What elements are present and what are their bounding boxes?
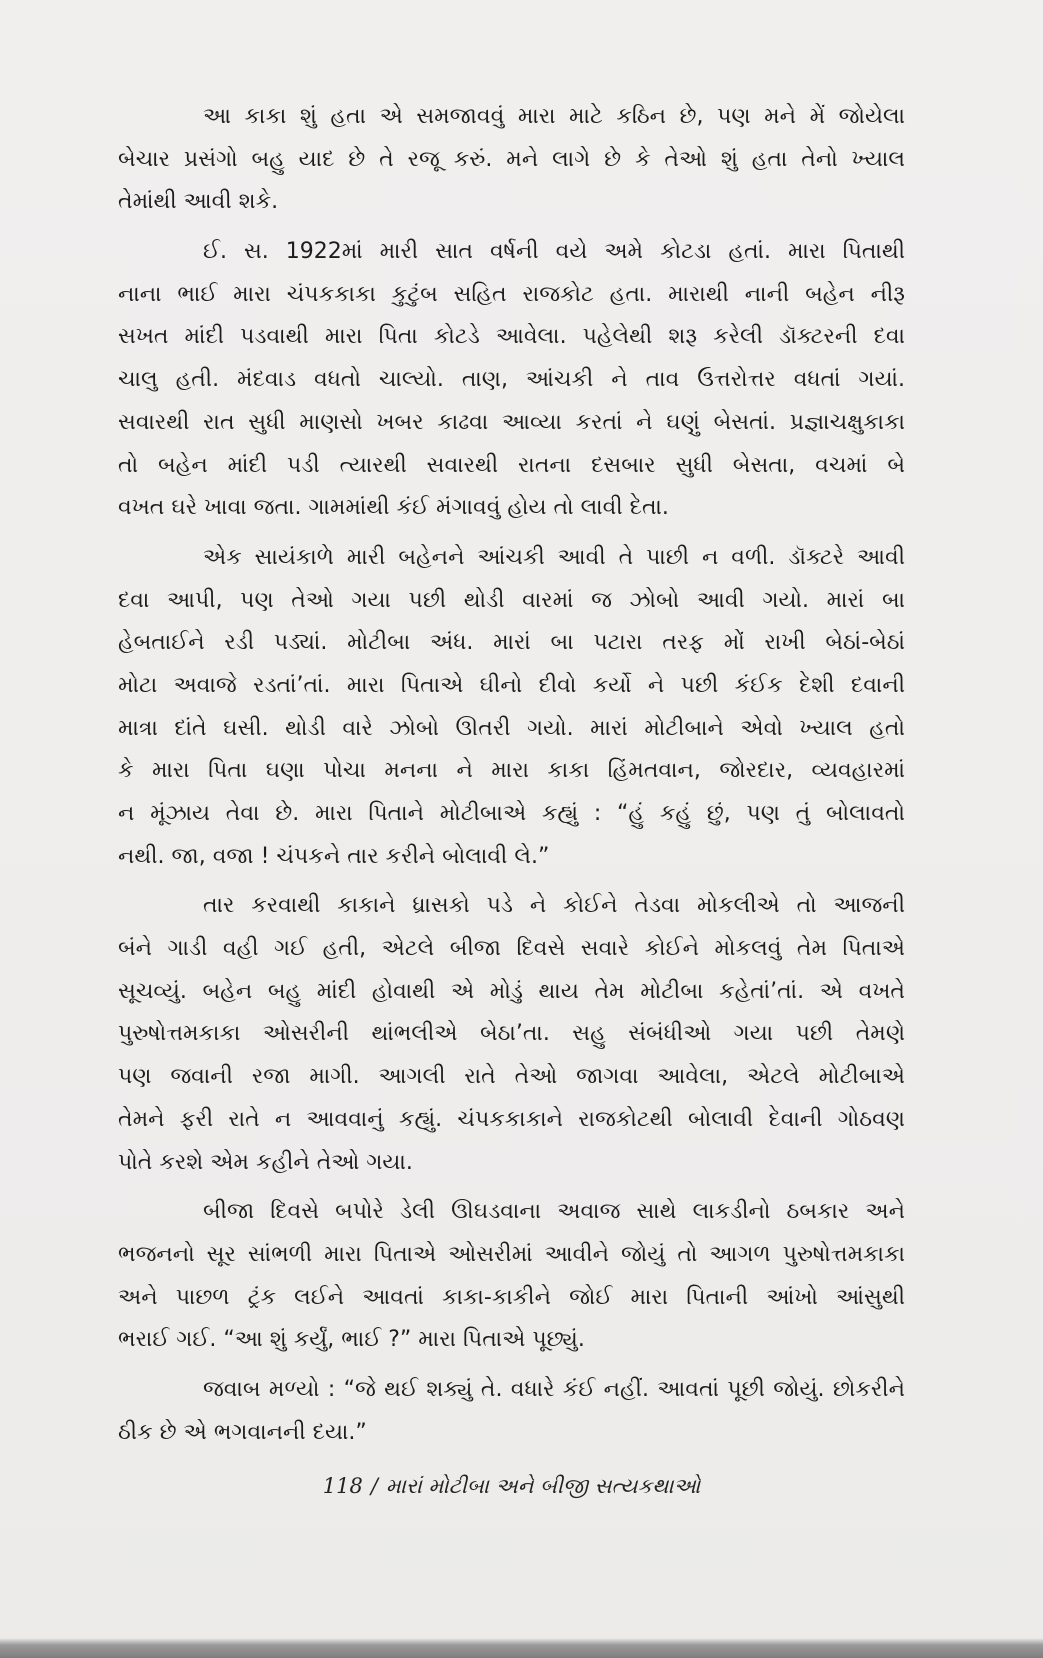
text-line: ભરાઈ ગઈ. “આ શું કર્યું, ભાઈ ?” મારા પિતાએ પૂછ્યું.: [118, 1327, 585, 1353]
text-line: ન મૂંઝાય તેવા છે. મારા પિતાને મોટીબાએ કહ્યું : “હું કહું છું, પણ તું બોલાવતો: [118, 801, 905, 826]
text-line: પણ જવાની રજા માગી. આગલી રાતે તેઓ જાગવા આવેલા, એટલે મોટીબાએ: [118, 1064, 905, 1090]
text-line: તેમાંથી આવી શકે.: [118, 189, 279, 215]
text-line: તો બહેન માંદી પડી ત્યારથી સવારથી રાતના દસબાર સુધી બેસતા, વચમાં બે: [118, 452, 905, 478]
scan-edge-shadow: [0, 1638, 1043, 1658]
text-line: આ કાકા શું હતા એ સમજાવવું મારા માટે કઠિન છે, પણ મને મેં જોયેલા: [203, 104, 905, 129]
text-line: પોતે કરશે એમ કહીને તેઓ ગયા.: [118, 1149, 413, 1175]
text-line: ભજનનો સૂર સાંભળી મારા પિતાએ ઓસરીમાં આવીને જોયું તો આગળ પુરુષોત્તમકાકા: [118, 1241, 905, 1267]
text-line: ઠીક છે એ ભગવાનની દયા.”: [118, 1419, 367, 1445]
text-line: ઈ. સ. 1922માં મારી સાત વર્ષની વયે અમે કોટડા હતાં. મારા પિતાથી: [203, 239, 905, 265]
paragraph: [118, 231, 905, 530]
text-line: હેબતાઈને રડી પડ્યાં. મોટીબા અંધ. મારાં બા પટારા તરફ મોં રાખી બેઠાં-બેઠાં: [118, 630, 905, 656]
paragraph: [118, 96, 905, 224]
text-line: તેમને ફરી રાતે ન આવવાનું કહ્યું. ચંપકકાકાને રાજકોટથી બોલાવી દેવાની ગોઠવણ: [118, 1106, 905, 1132]
text-line: નાના ભાઈ મારા ચંપકકાકા કુટુંબ સહિત રાજકોટ હતા. મારાથી નાની બહેન નીરૂ: [118, 281, 905, 307]
text-line: વખત ઘરે ખાવા જતા. ગામમાંથી કંઈ મંગાવવું હોય તો લાવી દેતા.: [118, 495, 669, 521]
text-line: માત્રા દાંતે ઘસી. થોડી વારે ઝોબો ઊતરી ગયો. મારાં મોટીબાને એવો ખ્યાલ હતો: [118, 715, 905, 741]
paragraph: [118, 1191, 905, 1362]
book-title: મારાં મોટીબા અને બીજી સત્યકથાઓ: [385, 1474, 701, 1498]
text-line: તાર કરવાથી કાકાને ધ્રાસકો પડે ને કોઈને તેડવા મોકલીએ તો આજની: [203, 893, 905, 919]
text-line: નથી. જા, વજા ! ચંપકને તાર કરીને બોલાવી લે.”: [118, 843, 550, 869]
text-line: એક સાયંકાળે મારી બહેનને આંચકી આવી તે પાછી ન વળી. ડૉક્ટરે આવી: [203, 544, 905, 570]
paragraph: [118, 537, 905, 879]
text-line: અને પાછળ ટ્રંક લઈને આવતાં કાકા-કાકીને જોઈ મારા પિતાની આંખો આંસુથી: [118, 1284, 905, 1310]
paragraph: [118, 885, 905, 1184]
text-line: દવા આપી, પણ તેઓ ગયા પછી થોડી વારમાં જ ઝોબો આવી ગયો. મારાં બા: [118, 587, 905, 613]
text-line: પુરુષોત્તમકાકા ઓસરીની થાંભલીએ બેઠા’તા. સહુ સંબંધીઓ ગયા પછી તેમણે: [118, 1021, 905, 1047]
body-text: [118, 96, 905, 1454]
text-line: સવારથી રાત સુધી માણસો ખબર કાઢવા આવ્યા કરતાં ને ઘણું બેસતાં. પ્રજ્ઞાચક્ષુકાકા: [118, 409, 905, 435]
text-line: સૂચવ્યું. બહેન બહુ માંદી હોવાથી એ મોડું થાય તેમ મોટીબા કહેતાં’તાં. એ વખતે: [118, 978, 905, 1004]
page-footer: [118, 1468, 905, 1504]
text-line: બંને ગાડી વહી ગઈ હતી, એટલે બીજા દિવસે સવારે કોઈને મોકલવું તેમ પિતાએ: [118, 936, 905, 962]
text-line: ચાલુ હતી. મંદવાડ વધતો ચાલ્યો. તાણ, આંચકી ને તાવ ઉત્તરોત્તર વધતાં ગયાં.: [118, 367, 905, 393]
text-line: સખત માંદી પડવાથી મારા પિતા કોટડે આવેલા. પહેલેથી શરૂ કરેલી ડૉક્ટરની દવા: [118, 324, 905, 350]
text-line: બીજા દિવસે બપોરે ડેલી ઊઘડવાના અવાજ સાથે લાકડીનો ઠબકાર અને: [203, 1199, 905, 1225]
text-line: બેચાર પ્રસંગો બહુ યાદ છે તે રજૂ કરું. મને લાગે છે કે તેઓ શું હતા તેનો ખ્યાલ: [118, 146, 905, 172]
paragraph: [118, 1369, 905, 1454]
footer-separator: /: [370, 1474, 378, 1498]
page-number: 118: [322, 1474, 363, 1498]
text-line: મોટા અવાજે રડતાં’તાં. મારા પિતાએ ઘીનો દીવો કર્યો ને પછી કંઈક દેશી દવાની: [118, 672, 905, 698]
text-line: કે મારા પિતા ઘણા પોચા મનના ને મારા કાકા હિંમતવાન, જોરદાર, વ્યવહારમાં: [118, 758, 905, 784]
text-line: જવાબ મળ્યો : “જે થઈ શક્યું તે. વધારે કંઈ નહીં. આવતાં પૂછી જોયું. છોકરીને: [203, 1376, 905, 1402]
